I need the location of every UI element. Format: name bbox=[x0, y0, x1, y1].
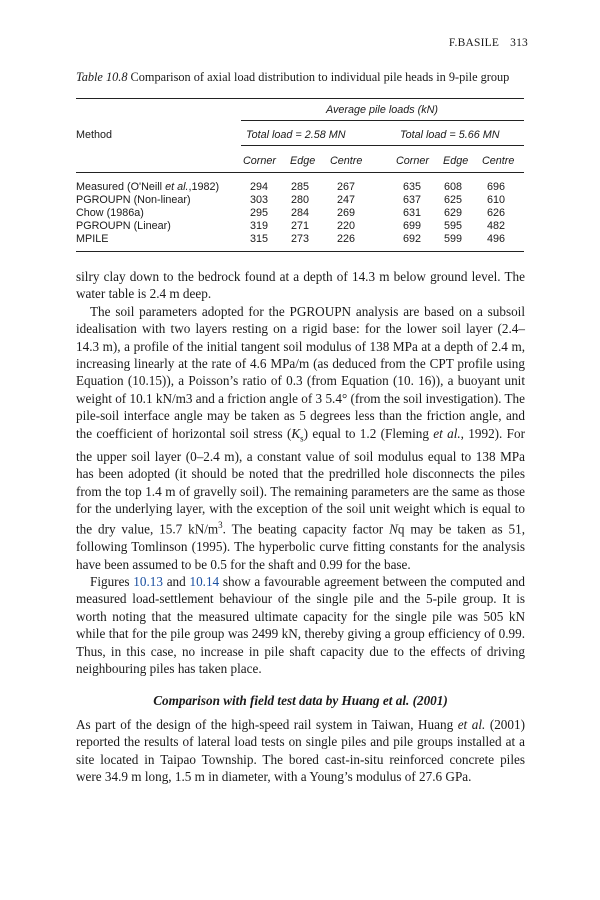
citation-etal: et al. bbox=[433, 425, 461, 441]
table-cell: 226 bbox=[336, 233, 355, 245]
citation-etal: et al. bbox=[457, 717, 486, 732]
table-cell: 625 bbox=[443, 194, 462, 206]
load-heading-1: Total load = 2.58 MN bbox=[246, 129, 346, 141]
table-cell: 220 bbox=[336, 220, 355, 232]
table-cell: 595 bbox=[443, 220, 462, 232]
table-row-method bbox=[76, 181, 219, 193]
table-row-method: PGROUPN (Non-linear) bbox=[76, 194, 191, 206]
page-number: 313 bbox=[510, 37, 528, 49]
table-cell: 496 bbox=[486, 233, 505, 245]
group-heading-rule bbox=[241, 120, 524, 121]
figure-link[interactable]: 10.14 bbox=[189, 573, 220, 589]
subhead-centre-1: Centre bbox=[330, 155, 363, 167]
table-row-method: Chow (1986a) bbox=[76, 207, 144, 219]
table-cell: 303 bbox=[249, 194, 268, 206]
table-cell: 284 bbox=[290, 207, 309, 219]
body-text bbox=[76, 268, 525, 677]
paragraph-text: , 1992). For the upper soil layer (0–2.4 m), a constant value of soil modulus equal to 138 MPa has been adopted (it should be noted that the predrilled hole disconnects the piles from the top 1.4 m of gravelly soil). The remaining parameters are the same as those for the underlying layer, with the exception of the soil unit weight which is equal to the dry value, 15.7 kN/m bbox=[76, 425, 525, 537]
table-cell: 599 bbox=[443, 233, 462, 245]
table-row-method: PGROUPN (Linear) bbox=[76, 220, 171, 232]
table-cell: 631 bbox=[402, 207, 421, 219]
table-cell: 699 bbox=[402, 220, 421, 232]
group-heading: Average pile loads (kN) bbox=[326, 104, 439, 116]
table-cell: 608 bbox=[443, 181, 462, 193]
subhead-edge-2: Edge bbox=[443, 155, 469, 167]
paragraph-text: . The beating capacity factor bbox=[222, 521, 390, 537]
table-cell: 482 bbox=[486, 220, 505, 232]
table-caption bbox=[76, 70, 530, 85]
table-top-rule bbox=[76, 98, 524, 99]
subhead-edge-1: Edge bbox=[290, 155, 316, 167]
figure-link[interactable]: 10.13 bbox=[133, 573, 163, 589]
table-cell: 610 bbox=[486, 194, 505, 206]
table-cell: 280 bbox=[290, 194, 309, 206]
subhead-corner-1: Corner bbox=[243, 155, 277, 167]
header-author: F.BASILE bbox=[448, 37, 500, 49]
symbol-N: N bbox=[389, 521, 398, 537]
table-cell: 294 bbox=[249, 181, 268, 193]
table-bottom-rule bbox=[76, 251, 524, 252]
table-cell: 696 bbox=[486, 181, 505, 193]
table-cell: 319 bbox=[249, 220, 268, 232]
table-cell: 637 bbox=[402, 194, 421, 206]
table-cell: 692 bbox=[402, 233, 421, 245]
subhead-corner-2: Corner bbox=[396, 155, 430, 167]
symbol-K: K bbox=[291, 425, 301, 441]
table-cell: 273 bbox=[290, 233, 309, 245]
symbol-subscript: s bbox=[300, 433, 304, 444]
table-cell: 629 bbox=[443, 207, 462, 219]
table-cell: 269 bbox=[336, 207, 355, 219]
paragraph bbox=[76, 716, 525, 786]
body-text-section bbox=[76, 716, 525, 786]
section-title: Comparison with field test data by Huang et al. (2001) bbox=[153, 693, 448, 708]
unit-superscript: 3 bbox=[218, 520, 223, 531]
method-heading: Method bbox=[76, 129, 113, 141]
paragraph-text: (2001) reported the results of lateral load tests on single piles and pile groups installed at a site located in Taipao Township. The bored cast-in-situ reinforced concrete piles were 34.9 m long, 1.5 m in diameter, with a Young’s modulus of 27.6 GPa. bbox=[76, 717, 525, 785]
method-italic: et al. bbox=[165, 181, 189, 193]
method-text: Measured (O'Neill bbox=[76, 181, 166, 193]
subhead-rule bbox=[76, 172, 524, 173]
paragraph-text: Figures bbox=[90, 573, 134, 589]
table-cell: 247 bbox=[336, 194, 355, 206]
paragraph: silry clay down to the bedrock found at a depth of 14.3 m below ground level. The water table is 2.4 m deep. bbox=[76, 269, 525, 302]
method-text-end: ,1982) bbox=[188, 181, 220, 193]
paragraph-text: and bbox=[162, 573, 190, 589]
paragraph-text: ) equal to 1.2 (Fleming bbox=[303, 425, 434, 441]
subhead-centre-2: Centre bbox=[482, 155, 515, 167]
table-cell: 315 bbox=[249, 233, 268, 245]
table-cell: 285 bbox=[290, 181, 309, 193]
table-caption-text: Comparison of axial load distribution to individual pile heads in 9-pile group bbox=[127, 70, 510, 84]
table-cell: 267 bbox=[336, 181, 355, 193]
paragraph-text: show a favourable agreement between the computed and measured load-settlement behaviour of the single pile and the 5-pile group. It is worth noting that the measured ultimate capacity for the single pile was 505 kN while that for the pile group was 2499 kN, thereby giving a group efficiency of 0.99. Thus, in this case, no increase in pile shaft capacity due to the effects of driving neighbouring piles has taken place. bbox=[76, 573, 526, 676]
table-cell: 635 bbox=[402, 181, 421, 193]
table-cell: 626 bbox=[486, 207, 505, 219]
load-heading-2: Total load = 5.66 MN bbox=[400, 129, 500, 141]
table-label: Table 10.8 bbox=[76, 70, 128, 84]
paragraph-text: q may be taken as 51, following Tomlinson (1995). The hyperbolic curve fitting constants for the analysis have been assumed to be 0.5 for the shaft and 0.99 for the base. bbox=[76, 521, 525, 572]
table-cell: 271 bbox=[290, 220, 309, 232]
paragraph bbox=[76, 303, 525, 573]
running-header bbox=[449, 37, 528, 49]
load-heading-rule bbox=[241, 145, 524, 146]
paragraph bbox=[76, 573, 525, 677]
paragraph-text: As part of the design of the high-speed rail system in Taiwan, Huang bbox=[76, 717, 458, 732]
table-row-method: MPILE bbox=[76, 233, 109, 245]
paragraph-text: The soil parameters adopted for the PGROUPN analysis are based on a subsoil idealisation with two layers resting on a rigid base: for the lower soil layer (2.4– 14.3 m), a profile of the initial tangent soil modulus of 138 MPa at a depth of 2.4 m, increasing linearly at the rate of 4.6 MPa/m (as deduced from the CPT profile using Equation (10.15)), a Poisson’s ratio of 0.3 (from Equation (10. 16)), a buoyant unit weight of 10.1 kN/m3 and a friction angle of 3 5.4° (from the soil investigation). The pile-soil interface angle may be taken as 5 degrees less than the friction angle, and the coefficient of horizontal soil stress ( bbox=[76, 303, 525, 441]
table-cell: 295 bbox=[249, 207, 268, 219]
